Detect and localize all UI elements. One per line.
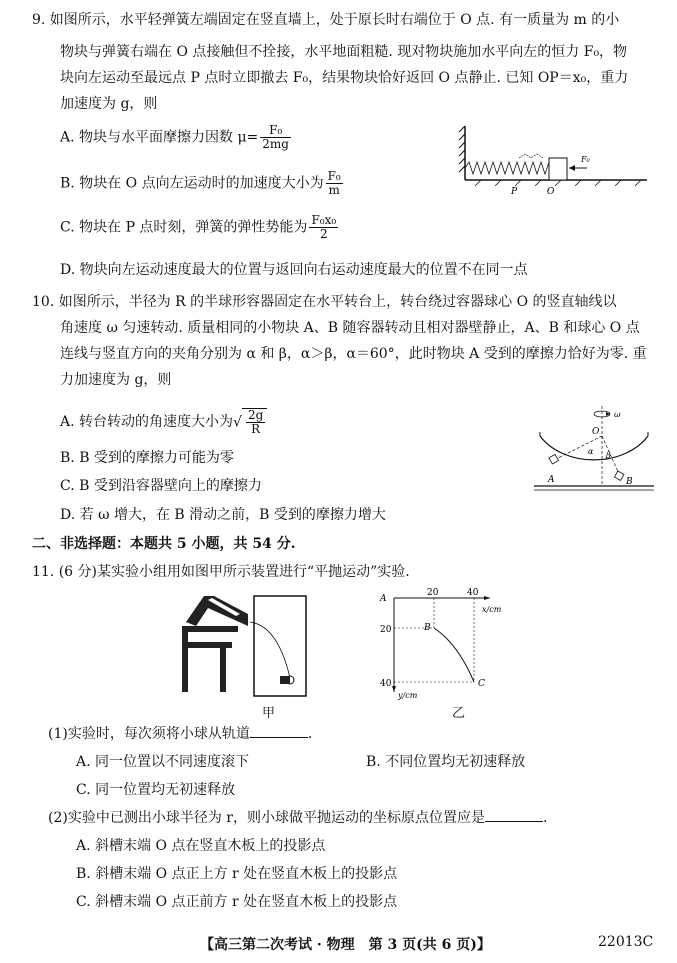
q11-part2-period: . <box>542 810 548 826</box>
q9-option-c-fraction <box>309 214 338 241</box>
q11-apparatus-figure <box>178 592 308 702</box>
q10-option-a <box>60 408 267 436</box>
q9-stem-line3: 块向左运动至最远点 P 点时立即撤去 F₀，结果物块恰好返回 O 点静止. 已知 OP＝x₀，重力 <box>60 70 629 86</box>
q9-option-a-fraction <box>260 124 291 151</box>
q11-graph-y-tick-20: 20 <box>380 625 392 635</box>
numerator: F₀ <box>327 169 341 183</box>
q11-part1-option-c: C. 同一位置均无初速释放 <box>76 782 236 798</box>
q9-option-c-text: C. 物块在 P 点时刻，弹簧的弹性势能为 <box>60 219 308 236</box>
numerator: F₀x₀ <box>311 213 337 227</box>
q11-graph-x-tick-40: 40 <box>467 588 479 598</box>
q11-figure-jia-caption: 甲 <box>262 706 276 721</box>
q9-spring-figure <box>455 118 655 198</box>
q11-part1-option-a: A. 同一位置以不同速度滚下 <box>76 754 250 770</box>
denominator: 2mg <box>262 137 289 151</box>
q10-fig-label-b: B <box>626 477 633 487</box>
numerator: F₀ <box>260 124 291 138</box>
q9-fig-label-o: O <box>547 187 555 197</box>
q9-option-d: D. 物块向左运动速度最大的位置与返回向右运动速度最大的位置不在同一点 <box>60 262 528 278</box>
q11-part1-period: . <box>307 726 313 742</box>
q11-graph-y-unit: y/cm <box>398 691 418 700</box>
denominator: m <box>328 183 340 197</box>
q9-option-c <box>60 214 340 241</box>
q10-fig-label-a: A <box>548 475 555 485</box>
footer-code: 22013C <box>598 934 654 950</box>
footer-page-info: 【高三第二次考试 · 物理 第 3 页(共 6 页)】 <box>200 937 491 953</box>
q10-option-a-sqrt: √ $\frac{2g}{R}$ <box>233 408 267 436</box>
q10-option-d: D. 若 ω 增大，在 B 滑动之前，B 受到的摩擦力增大 <box>60 507 386 523</box>
q9-option-b <box>60 170 345 197</box>
q11-part2-text: (2)实验中已测出小球半径为 r，则小球做平抛运动的坐标原点位置应是 <box>48 810 485 826</box>
q11-graph-x-unit: x/cm <box>482 605 502 614</box>
q11-part2-option-c: C. 斜槽末端 O 点正前方 r 处在竖直木板上的投影点 <box>76 894 398 910</box>
q10-fig-label-o: O <box>592 427 600 437</box>
q11-graph-point-b: B <box>424 623 431 633</box>
q10-fig-label-omega: ω <box>614 410 621 419</box>
q9-stem-line2: 物块与弹簧右端在 O 点接触但不拴接，水平地面粗糙. 现对物块施加水平向左的恒力 F₀，物 <box>60 44 628 60</box>
numerator: 2g <box>247 408 264 422</box>
q10-stem-line2: 角速度 ω 匀速转动. 质量相同的小物块 A、B 随容器转动且相对器壁静止，A、B 和球心 O 点 <box>60 320 640 336</box>
section-2-heading: 二、非选择题：本题共 5 小题，共 54 分. <box>32 536 296 552</box>
q9-option-b-fraction <box>326 170 343 197</box>
denominator: R <box>251 422 261 436</box>
q11-part2-option-b: B. 斜槽末端 O 点正上方 r 处在竖直木板上的投影点 <box>76 866 398 882</box>
q11-part1-option-b: B. 不同位置均无初速释放 <box>366 754 526 770</box>
q9-fig-label-f: F₀ <box>581 155 590 164</box>
q11-graph-y-tick-40: 40 <box>380 679 392 689</box>
q10-fig-label-alpha: α <box>588 447 594 456</box>
q9-option-a-text: A. 物块与水平面摩擦力因数 μ= <box>60 129 259 146</box>
q10-fig-label-beta: β <box>606 451 611 460</box>
q11-part2-answer-blank[interactable] <box>485 807 543 822</box>
q11-figure-yi-caption: 乙 <box>452 706 466 721</box>
q11-graph-point-a: A <box>380 594 387 604</box>
q9-option-a <box>60 124 293 151</box>
q10-stem-line3: 连线与竖直方向的夹角分别为 α 和 β，α＞β，α＝60°，此时物块 A 受到的摩擦力恰好为零. 重 <box>60 346 647 362</box>
q11-trajectory-graph <box>378 588 508 702</box>
q9-option-b-text: B. 物块在 O 点向左运动时的加速度大小为 <box>60 175 324 192</box>
q11-part1-text: (1)实验时，每次须将小球从轨道 <box>48 726 250 742</box>
q10-stem-line1: 10. 如图所示，半径为 R 的半球形容器固定在水平转台上，转台绕过容器球心 O 的竖直轴线以 <box>32 294 617 310</box>
q11-part1-answer-blank[interactable] <box>250 723 308 738</box>
q10-option-b: B. B 受到的摩擦力可能为零 <box>60 450 234 466</box>
q9-stem-line4: 加速度为 g，则 <box>60 96 158 112</box>
q10-option-c: C. B 受到沿容器壁向上的摩擦力 <box>60 478 262 494</box>
q10-hemisphere-figure <box>530 402 655 502</box>
q11-stem: 11. (6 分)某实验小组用如图甲所示装置进行“平抛运动”实验. <box>32 564 410 580</box>
q11-part2 <box>48 806 547 830</box>
q11-part1 <box>48 722 312 746</box>
q11-part2-option-a: A. 斜槽末端 O 点在竖直木板上的投影点 <box>76 838 326 854</box>
denominator: 2 <box>319 227 328 241</box>
q9-fig-label-p: P <box>511 187 518 197</box>
q11-graph-point-c: C <box>478 679 485 689</box>
q10-stem-line4: 力加速度为 g，则 <box>60 372 172 388</box>
q11-graph-x-tick-20: 20 <box>427 588 439 598</box>
q10-option-a-text: A. 转台转动的角速度大小为 <box>60 414 234 430</box>
q9-stem-line1: 9. 如图所示，水平轻弹簧左端固定在竖直墙上，处于原长时右端位于 O 点. 有一质量为 m 的小 <box>32 12 620 28</box>
